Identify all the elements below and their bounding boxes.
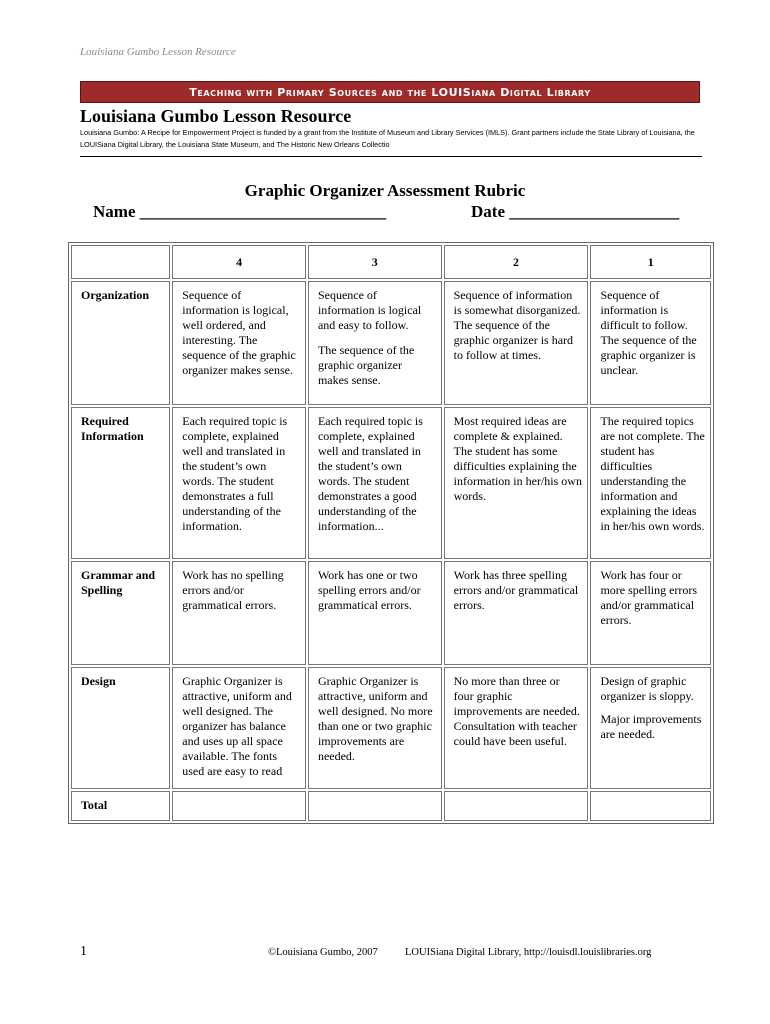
- resource-title: Louisiana Gumbo Lesson Resource: [80, 106, 352, 126]
- cell-grammar-1: Work has four or more spelling errors and/or grammatical errors.: [590, 561, 711, 665]
- cell-total-2[interactable]: [444, 791, 589, 821]
- table-row-organization: [71, 281, 711, 405]
- table-row-grammar-spelling: [71, 561, 711, 665]
- row-label-design: Design: [71, 667, 170, 789]
- date-field[interactable]: Date ____________________: [471, 202, 680, 221]
- footer-library-link[interactable]: LOUISiana Digital Library, http://louisdl.louislibraries.org: [405, 947, 652, 958]
- cell-required-3: Each required topic is complete, explained well and translated in the student’s own words. The student demonstrates a good understanding of the information...: [308, 407, 442, 559]
- cell-design-1-part1: Design of graphic organizer is sloppy.: [600, 674, 694, 703]
- header-cell-3: 3: [308, 245, 442, 279]
- header-cell-1: 1: [590, 245, 711, 279]
- row-label-organization: Organization: [71, 281, 170, 405]
- funding-statement: [80, 127, 700, 151]
- cell-design-2: No more than three or four graphic improvements are needed. Consultation with teacher could have been useful.: [444, 667, 589, 789]
- cell-total-1[interactable]: [590, 791, 711, 821]
- row-label-required-information: Required Information: [71, 407, 170, 559]
- cell-grammar-2: Work has three spelling errors and/or grammatical errors.: [444, 561, 589, 665]
- cell-design-1-part2: Major improvements are needed.: [600, 712, 702, 741]
- cell-design-3: Graphic Organizer is attractive, uniform and well designed. No more than one or two graphic improvements are needed.: [308, 667, 442, 789]
- running-head: Louisiana Gumbo Lesson Resource: [80, 46, 236, 58]
- cell-required-2: Most required ideas are complete & explained. The student has some difficulties explaining the information in her/his own words.: [444, 407, 589, 559]
- table-row-required-information: [71, 407, 711, 559]
- cell-required-4: Each required topic is complete, explained well and translated in the student’s own words. The student demonstrates a full understanding of the information.: [172, 407, 306, 559]
- table-header-row: [71, 245, 711, 279]
- series-banner: Teaching with Primary Sources and the LOUISiana Digital Library: [80, 81, 700, 103]
- table-row-total: [71, 791, 711, 821]
- cell-grammar-4: Work has no spelling errors and/or grammatical errors.: [172, 561, 306, 665]
- name-field[interactable]: Name _____________________________: [93, 202, 387, 221]
- funding-line-2: LOUISiana Digital Library, the Louisiana State Museum, and The Historic New Orleans Collectio: [80, 140, 390, 149]
- row-label-total: Total: [71, 791, 170, 821]
- funding-line-1: Louisiana Gumbo: A Recipe for Empowerment Project is funded by a grant from the Institute of Museum and Library Services (IMLS). Grant partners include the State Library of Louisiana, the: [80, 128, 695, 137]
- cell-design-4: Graphic Organizer is attractive, uniform and well designed. The organizer has balance and uses up all space available. The fonts used are easy to read: [172, 667, 306, 789]
- cell-organization-3-part1: Sequence of information is logical and easy to follow.: [317, 288, 422, 332]
- row-label-grammar-spelling: Grammar and Spelling: [71, 561, 170, 665]
- page-number: 1: [80, 944, 87, 959]
- table-row-design: [71, 667, 711, 789]
- cell-organization-1: Sequence of information is difficult to follow. The sequence of the graphic organizer is unclear.: [590, 281, 711, 405]
- header-divider: [80, 156, 702, 157]
- header-cell-blank: [71, 245, 170, 279]
- header-cell-4: 4: [172, 245, 306, 279]
- cell-total-4[interactable]: [172, 791, 306, 821]
- footer-copyright: ©Louisiana Gumbo, 2007: [268, 947, 378, 958]
- cell-organization-3-part2: The sequence of the graphic organizer makes sense.: [317, 343, 415, 387]
- cell-required-1: The required topics are not complete. The student has difficulties understanding the information and explaining the ideas in her/his own words.: [590, 407, 711, 559]
- cell-total-3[interactable]: [308, 791, 442, 821]
- rubric-table: [68, 242, 714, 824]
- cell-grammar-3: Work has one or two spelling errors and/or grammatical errors.: [308, 561, 442, 665]
- header-cell-2: 2: [444, 245, 589, 279]
- cell-organization-3: [308, 281, 442, 405]
- cell-organization-2: Sequence of information is somewhat disorganized. The sequence of the graphic organizer is hard to follow at times.: [444, 281, 589, 405]
- cell-design-1: [590, 667, 711, 789]
- page-title: Graphic Organizer Assessment Rubric: [244, 181, 526, 200]
- cell-organization-4: Sequence of information is logical, well ordered, and interesting. The sequence of the graphic organizer makes sense.: [172, 281, 306, 405]
